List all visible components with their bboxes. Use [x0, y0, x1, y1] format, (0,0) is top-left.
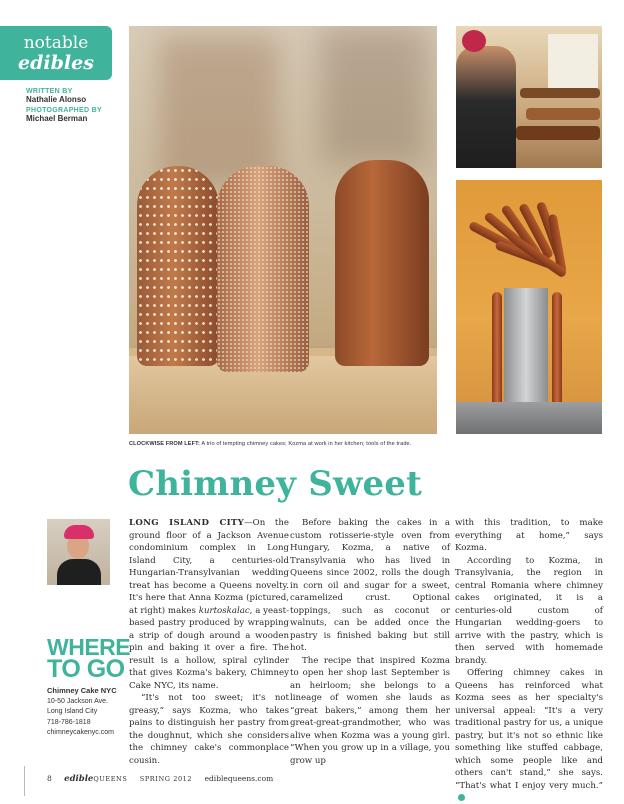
- credits: [26, 88, 122, 126]
- writer-name: Nathalie Alonso: [26, 95, 87, 104]
- footer-website[interactable]: ediblequeens.com: [204, 774, 274, 783]
- dateline: LONG ISLAND CITY: [129, 518, 245, 528]
- section-badge: [0, 26, 112, 80]
- caption-text: A trio of tempting chimney cakes; Kozma at work in her kitchen; tools of the trade.: [199, 441, 412, 447]
- paragraph-1: LONG ISLAND CITY—On the ground floor of a Jackson Avenue condominium complex in Long Island City, a centuries-old Hungarian-Transylvanian wedding treat has become a Queens novelty. It's here that Anna Kozma (pictured, at right) makes kurtoskalac, a yeast-based pastry produced by wrapping a strip of dough around a wooden pin and baking it over a fire. The result is a hollow, spiral cylinder that gives Kozma's bakery, Chimney Cake NYC, its name.: [129, 518, 290, 691]
- paragraph-2: “It's not too sweet; it's not greasy,” says Kozma, who takes pains to distinguish her pastry from the doughnut, which she considers the chimney cake's commonplace cousin.: [129, 693, 289, 766]
- section-badge-line1: notable: [23, 33, 89, 53]
- where-to-go-heading: [47, 634, 131, 683]
- kozma-portrait: [47, 519, 110, 585]
- city: Long Island City: [47, 708, 98, 715]
- baking-tools-photo: [456, 180, 602, 434]
- section-badge-line2: edibles: [18, 52, 94, 74]
- end-mark-icon: [458, 794, 465, 801]
- footer-rule: [24, 766, 25, 796]
- where-line2: TO GO: [47, 655, 125, 683]
- article-column-1: [129, 517, 289, 767]
- paragraph-4: The recipe that inspired Kozma to open her shop last September is an heirloom; she belongs to a lineage of women she lauds as “great bakers,” among them her great-great-grandmother, who was alive when Kozma was a young girl. “When you grow up in a village, you grow up: [290, 655, 450, 766]
- phone-number: 718-786-1818: [47, 718, 91, 726]
- where-line1: WHERE: [47, 634, 131, 660]
- photographed-by-label: PHOTOGRAPHED BY: [26, 107, 102, 114]
- paragraph-3: Before baking the cakes in a custom rotisserie-style oven from Hungary, Kozma, a native of Transylvania who has lived in Queens since 2002, rolls the dough in corn oil and sugar for a sweet, caramelized crust. Optional toppings, such as coconut or walnuts, can be added once the pastry is finished baking but still hot.: [290, 518, 450, 653]
- page-number: 8: [47, 774, 52, 783]
- photo-caption: [129, 441, 609, 447]
- magazine-name-queens: QUEENS: [93, 775, 128, 783]
- paragraph-6: According to Kozma, in Transylvania, the region in central Romania where chimney cakes originated, it is a centuries-old custom of Hungarian wedding-goers to arrive with the pastry, which is then served with homemade brandy.: [455, 555, 603, 666]
- written-by-label: WRITTEN BY: [26, 88, 73, 95]
- paragraph-5: with this tradition, to make everything at home,” says Kozma.: [455, 518, 603, 553]
- article-column-3: [455, 517, 603, 804]
- photographer-name: Michael Berman: [26, 114, 88, 123]
- paragraph-7: Offering chimney cakes in Queens has reinforced what Kozma sees as her specialty's universal appeal: “It's a very traditional pastry for us, a unique pastry, but it's not so ethnic like something like stuffed cabbage, which some people like and others can't stand,” she says. “That's what I enjoy very much.”: [455, 667, 603, 804]
- caption-lead: CLOCKWISE FROM LEFT:: [129, 441, 200, 447]
- kozma-kitchen-photo: [456, 26, 602, 168]
- chimney-cakes-photo: [129, 26, 437, 434]
- issue-label: SPRING 2012: [139, 775, 193, 783]
- article-title: Chimney Sweet: [128, 464, 423, 504]
- page-footer: [47, 774, 283, 784]
- article-column-2: [290, 517, 450, 767]
- street-address: 10-50 Jackson Ave.: [47, 697, 108, 705]
- website-link[interactable]: chimneycakenyc.com: [47, 729, 114, 736]
- address-block: [47, 686, 127, 739]
- business-name: Chimney Cake NYC: [47, 686, 117, 695]
- magazine-name-edible: edible: [64, 774, 94, 784]
